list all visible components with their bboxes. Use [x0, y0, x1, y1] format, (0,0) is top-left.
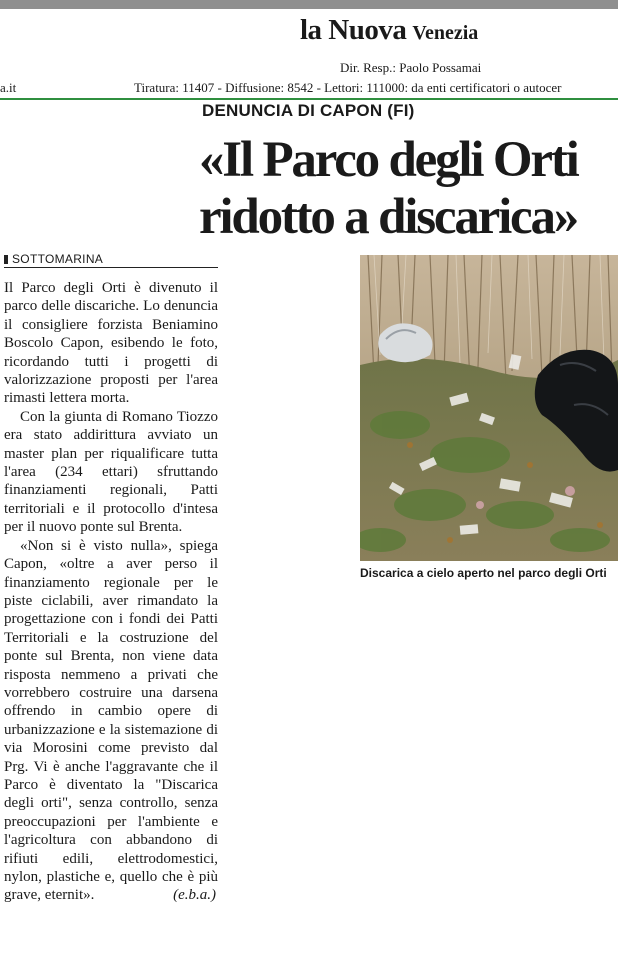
- header-rule: [0, 98, 618, 100]
- top-bar: [0, 0, 618, 9]
- circulation-line: [0, 80, 618, 97]
- article-body: [4, 279, 218, 905]
- section-marker-icon: [4, 255, 8, 264]
- director-line: Dir. Resp.: Paolo Possamai: [340, 60, 482, 75]
- article-signature: (e.b.a.): [173, 887, 216, 904]
- section-label: [4, 252, 218, 268]
- edition-name: Venezia: [412, 22, 479, 44]
- section-name: SOTTOMARINA: [12, 252, 104, 266]
- headline-line-2: ridotto a discarica»: [199, 189, 578, 245]
- paragraph-3: [4, 537, 218, 905]
- paragraph-2: Con la giunta di Romano Tiozzo era stato addirittura avviato un master plan per riqualificare tutta l'area (234 ettari) sfruttando finanziamenti regionali, Patti territoriali e il protocollo d'intesa per il nuovo ponte sul Brenta.: [4, 408, 218, 536]
- article-photo: [360, 255, 618, 561]
- headline-line-1: «Il Parco degli Orti: [199, 132, 578, 188]
- article-kicker: DENUNCIA DI CAPON (FI): [202, 101, 415, 120]
- landfill-photo-illustration: [360, 255, 618, 561]
- article-headline: [199, 132, 618, 246]
- site-fragment: a.it: [0, 80, 17, 95]
- photo-caption: Discarica a cielo aperto nel parco degli Orti: [360, 566, 607, 580]
- masthead: [300, 14, 478, 47]
- paper-name: la Nuova: [300, 14, 407, 46]
- paragraph-1: Il Parco degli Orti è divenuto il parco delle discariche. Lo denuncia il consigliere forzista Beniamino Boscolo Capon, esibendo le foto, ricordando tutti i progetti di valorizzazione proposti per l'area rimasti lettera morta.: [4, 280, 218, 407]
- paragraph-3-text: «Non si è visto nulla», spiega Capon, «oltre a aver perso il finanziamento regionale per le piste ciclabili, aver rimandato la progettazione con i fondi dei Patti Territoriali e la costruzione del ponte sul Brenta, non viene data risposta nemmeno a privati che vorrebbero costruire una darsena offrendo in cambio opere di urbanizzazione e la sistemazione di via Morosini come previsto dal Prg. Vi è anche l'aggravante che il Parco è diventato la "Discarica degli orti", senza controllo, senza preoccupazioni per l'ambiente e l'agricoltura con abbandono di rifiuti edili, elettrodomestici, nylon, plastiche e, quello che è più grave, eternit».: [4, 537, 218, 904]
- circulation-stats: Tiratura: 11407 - Diffusione: 8542 - Lettori: 111000: da enti certificatori o autocer: [134, 80, 562, 95]
